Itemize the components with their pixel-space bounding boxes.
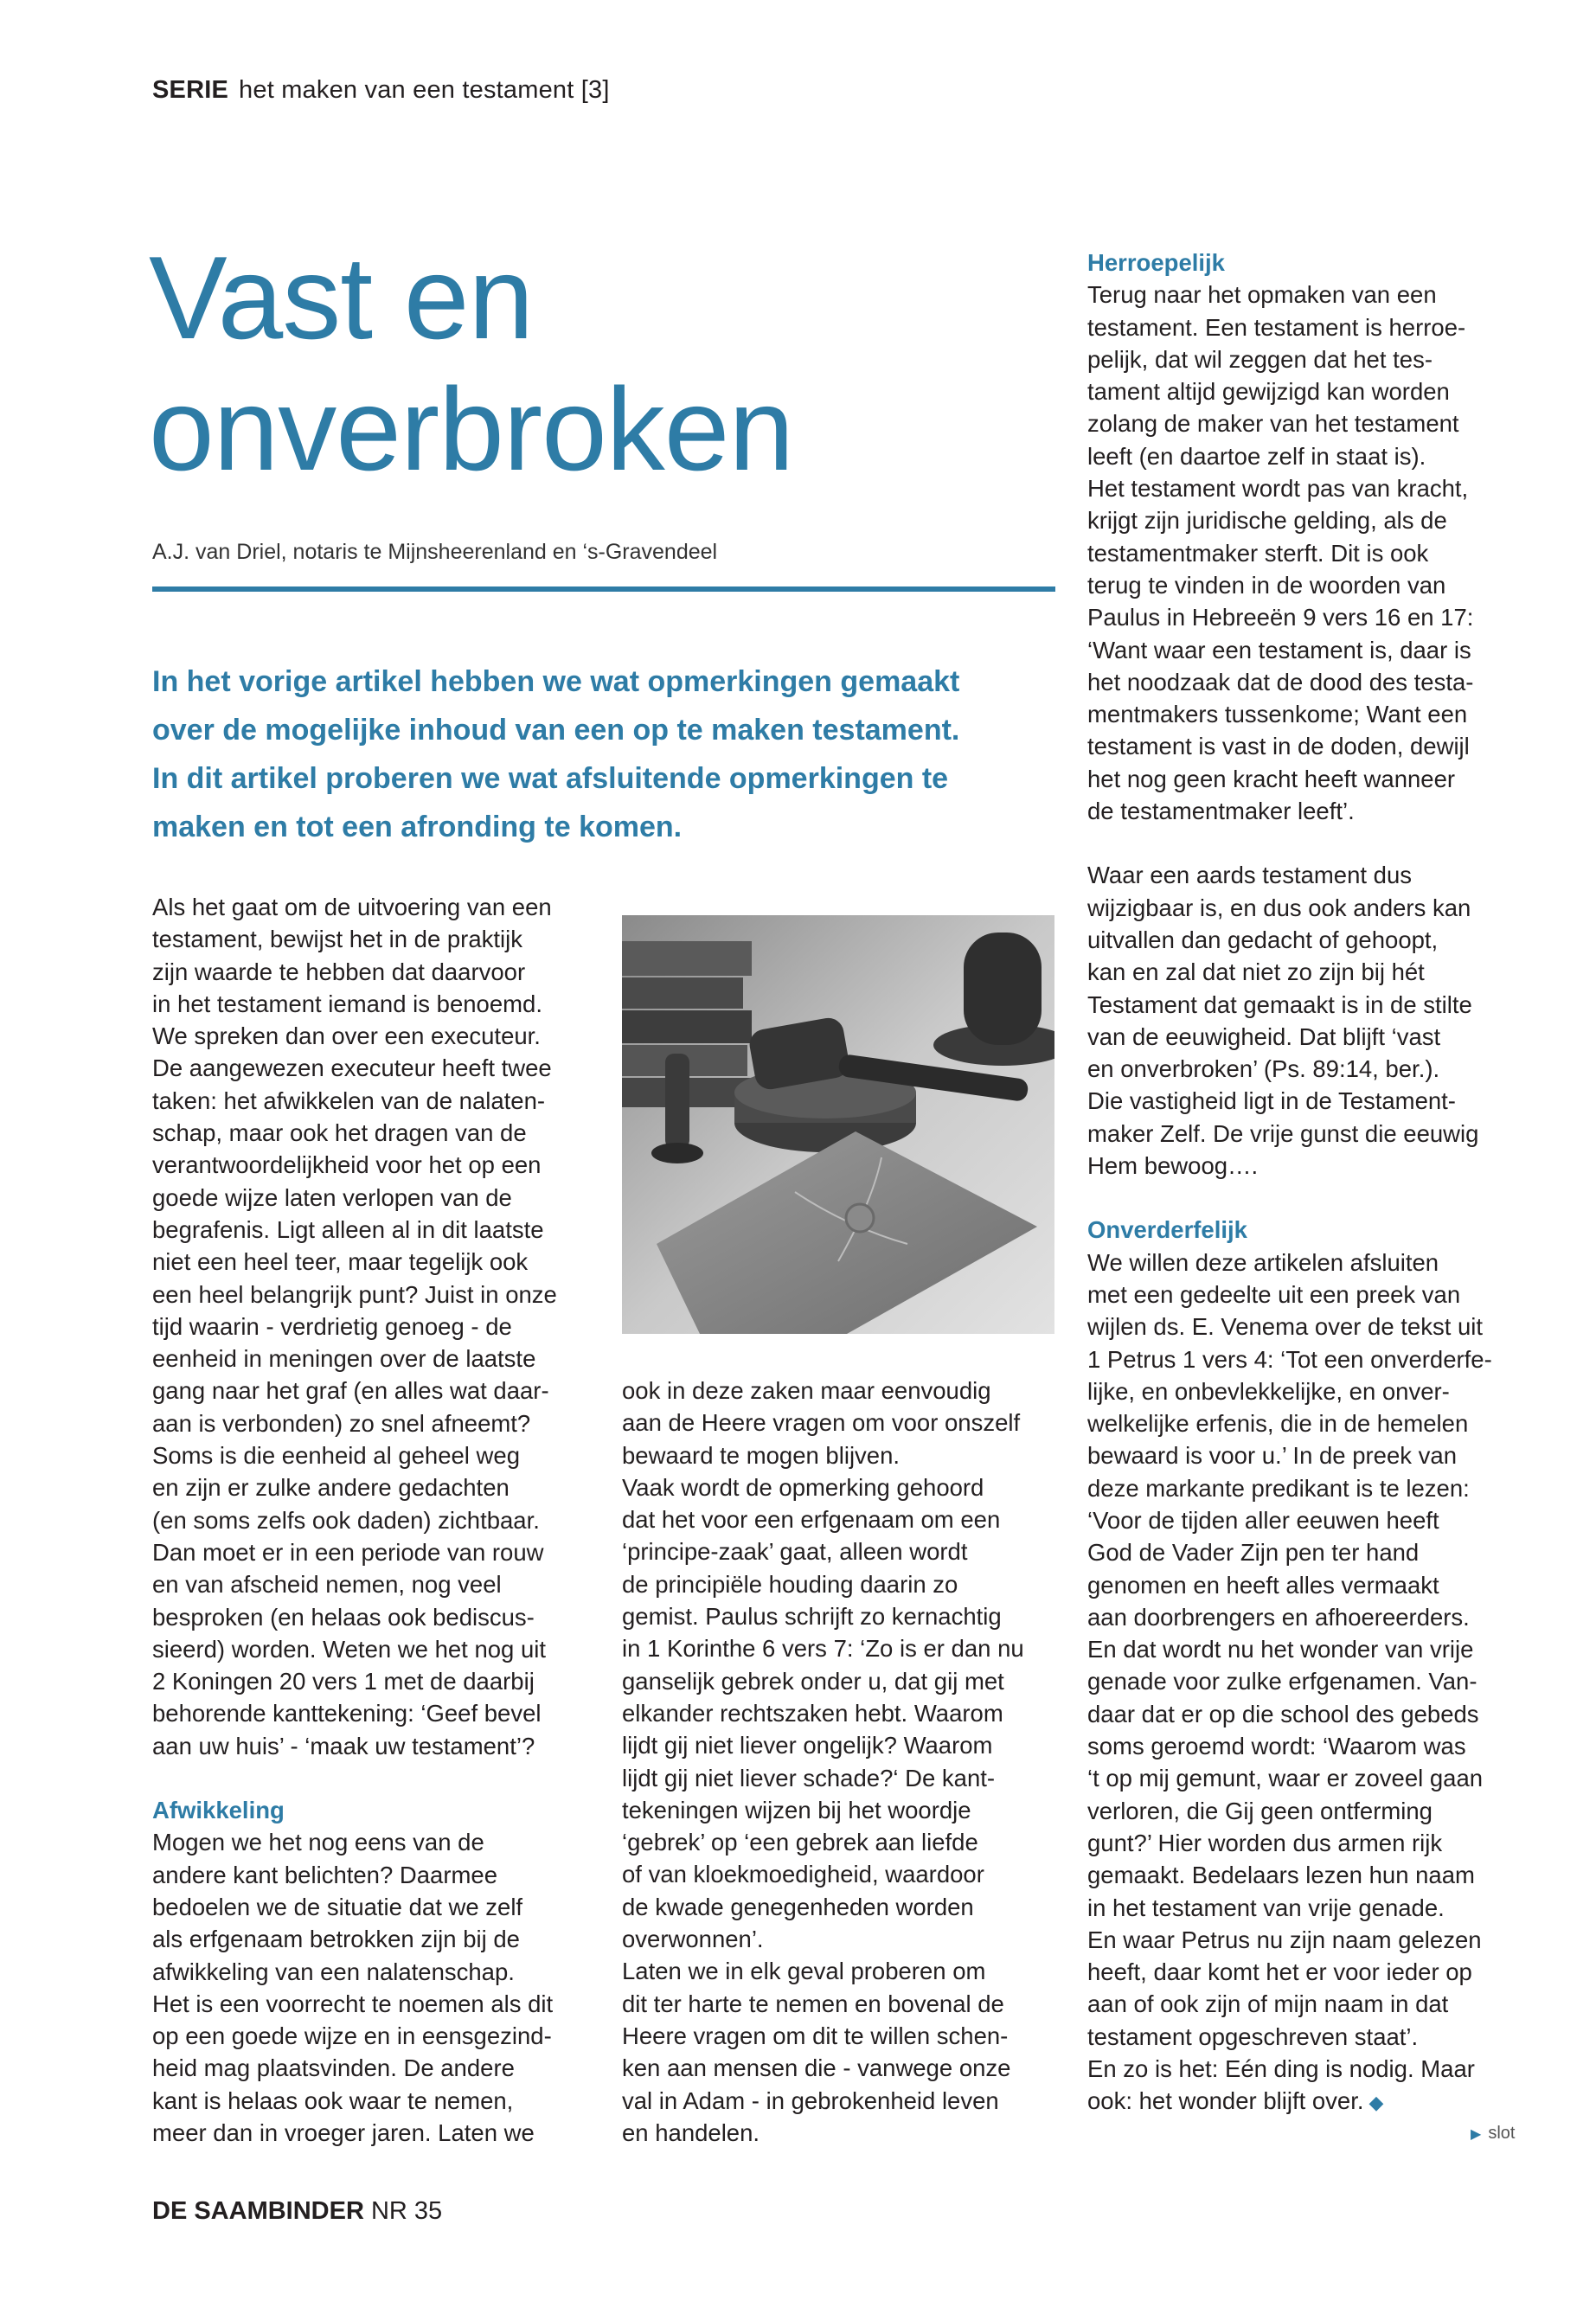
text-line: testament. Een testament is herroe- [1087, 313, 1466, 341]
text-line: in het testament iemand is benoemd. [152, 990, 542, 1017]
series-header [152, 76, 610, 105]
triangle-right-icon: ▶ [1471, 2127, 1482, 2142]
text-line: begrafenis. Ligt alleen al in dit laatste [152, 1215, 544, 1243]
text-line: Soms is die eenheid al geheel weg [152, 1442, 521, 1470]
text-line: We willen deze artikelen afsluiten [1087, 1248, 1439, 1276]
text-line: Als het gaat om de uitvoering van een [152, 894, 552, 920]
heading-onverderfelijk: Onverderfelijk [1087, 1216, 1247, 1244]
text-line: gunt?’ Hier worden dus armen rijk [1087, 1829, 1443, 1856]
text-line: en zijn er zulke andere gedachten [152, 1474, 510, 1502]
text-line: ‘principe-zaak’ gaat, alleen wordt [622, 1538, 968, 1566]
text-line: andere kant belichten? Daarmee [152, 1861, 498, 1888]
column-2 [622, 1375, 1072, 2149]
text-line: Het is een voorrecht te noemen als dit [152, 1990, 554, 2017]
text-line: heid mag plaatsvinden. De andere [152, 2054, 515, 2082]
text-line: kant is helaas ook waar te nemen, [152, 2086, 514, 2114]
issue-number: NR 35 [370, 2197, 443, 2225]
column-2-paragraph-1 [622, 1375, 1072, 2149]
text-line: de kwade genegenheden worden [622, 1893, 974, 1920]
gavel-image [622, 915, 1054, 1334]
article-title-line1: Vast en [149, 232, 534, 363]
text-line: ‘Voor de tijden aller eeuwen heeft [1087, 1506, 1439, 1534]
text-line: of van kloekmoedigheid, waardoor [622, 1861, 984, 1888]
article-title [149, 232, 793, 495]
text-line: dat het voor een erfgenaam om een [622, 1506, 1001, 1534]
column-3-paragraph-2 [1087, 859, 1554, 1182]
text-line: Mogen we het nog eens van de [152, 1829, 484, 1856]
footer [152, 2197, 442, 2226]
text-line: Testament dat gemaakt is in de stilte [1087, 990, 1472, 1018]
text-line: en van afscheid nemen, nog veel [152, 1571, 502, 1599]
divider-rule [152, 586, 1055, 592]
text-line: in het testament van vrije genade. [1087, 1894, 1445, 1921]
column-3-paragraph-3 [1087, 1247, 1554, 2119]
text-line: leeft (en daartoe zelf in staat is). [1087, 442, 1426, 470]
text-line: op een goede wijze en in eensgezind- [152, 2022, 552, 2050]
text-line: ook in deze zaken maar eenvoudig [622, 1377, 991, 1404]
text-line: bewaard te mogen blijven. [622, 1441, 901, 1469]
text-line: verantwoordelijkheid voor het op een [152, 1151, 542, 1179]
column-3 [1087, 247, 1554, 2119]
lead-line: In het vorige artikel hebben we wat opmerkingen gemaakt [152, 665, 960, 698]
text-line: met een gedeelte uit een preek van [1087, 1280, 1461, 1308]
text-line: ‘t op mij gemunt, waar er zoveel gaan [1087, 1765, 1484, 1792]
text-line: mentmakers tussenkome; Want een [1087, 701, 1468, 728]
text-line: ganselijk gebrek onder u, dat gij met [622, 1667, 1004, 1695]
text-line: Hem bewoog…. [1087, 1152, 1259, 1180]
text-line: aan uw huis’ - ‘maak uw testament’? [152, 1732, 535, 1759]
text-line: lijdt gij niet liever schade?‘ De kant- [622, 1764, 996, 1791]
text-line: Waar een aards testament dus [1087, 862, 1413, 889]
text-line: zolang de maker van het testament [1087, 410, 1459, 438]
text-line: tekeningen wijzen bij het woordje [622, 1796, 971, 1823]
text-line: lijdt gij niet liever ongelijk? Waarom [622, 1732, 993, 1759]
text-line: uitvallen dan gedacht of gehoopt, [1087, 926, 1439, 953]
text-line: lijke, en onbevlekkelijke, en onver- [1087, 1377, 1450, 1405]
text-line: ook: het wonder blijft over. [1087, 2087, 1364, 2115]
text-line: schap, maar ook het dragen van de [152, 1119, 527, 1147]
text-line: pelijk, dat wil zeggen dat het tes- [1087, 345, 1433, 373]
text-line: overwonnen’. [622, 1926, 764, 1953]
text-line: testament opgeschreven staat’. [1087, 2022, 1419, 2050]
text-line: en handelen. [622, 2118, 760, 2146]
lead-line: over de mogelijke inhoud van een op te maken testament. [152, 714, 960, 747]
heading-afwikkeling: Afwikkeling [152, 1797, 285, 1824]
text-line: En dat wordt nu het wonder van vrije [1087, 1636, 1474, 1663]
text-line: en onverbroken’ (Ps. 89:14, ber.). [1087, 1055, 1440, 1083]
text-line: We spreken dan over een executeur. [152, 1022, 541, 1050]
text-line: ‘Want waar een testament is, daar is [1087, 636, 1471, 663]
text-line: God de Vader Zijn pen ter hand [1087, 1539, 1420, 1567]
text-line: bedoelen we de situatie dat we zelf [152, 1893, 523, 1920]
text-line: testament is vast in de doden, dewijl [1087, 733, 1470, 760]
text-line: genade voor zulke erfgenamen. Van- [1087, 1668, 1477, 1695]
slot-marker [1471, 2124, 1515, 2144]
text-line: bewaard is voor u.’ In de preek van [1087, 1442, 1458, 1470]
text-line: genomen en heeft alles vermaakt [1087, 1571, 1439, 1599]
text-line: goede wijze laten verlopen van de [152, 1183, 512, 1211]
text-line: kan en zal dat niet zo zijn bij hét [1087, 958, 1425, 986]
text-line: gemaakt. Bedelaars lezen hun naam [1087, 1862, 1475, 1889]
text-line: als erfgenaam betrokken zijn bij de [152, 1926, 520, 1953]
gavel-photo [622, 915, 1054, 1334]
text-line: En zo is het: Eén ding is nodig. Maar [1087, 2055, 1475, 2083]
text-line: tament altijd gewijzigd kan worden [1087, 378, 1450, 406]
text-line: in 1 Korinthe 6 vers 7: ‘Zo is er dan nu [622, 1635, 1024, 1663]
byline: A.J. van Driel, notaris te Mijnsheerenland en ‘s-Gravendeel [152, 540, 718, 564]
text-line: elkander rechtszaken hebt. Waarom [622, 1699, 1003, 1727]
text-line: ken aan mensen die - vanwege onze [622, 2054, 1011, 2082]
text-line: welkelijke erfenis, die in de hemelen [1087, 1410, 1469, 1438]
text-line: daar dat er op die school des gebeds [1087, 1700, 1479, 1727]
column-3-paragraph-1 [1087, 279, 1554, 827]
text-line: sieerd) worden. Weten we het nog uit [152, 1635, 547, 1663]
text-line: (en soms zelfs ook daden) zichtbaar. [152, 1506, 540, 1534]
text-line: niet een heel teer, maar tegelijk ook [152, 1248, 529, 1276]
text-line: testamentmaker sterft. Dit is ook [1087, 539, 1429, 567]
text-line: het nog geen kracht heeft wanneer [1087, 765, 1456, 792]
text-line: Dan moet er in een periode van rouw [152, 1538, 544, 1566]
text-line: verloren, die Gij geen ontferming [1087, 1797, 1433, 1824]
text-line: En waar Petrus nu zijn naam gelezen [1087, 1926, 1482, 1953]
text-line: Het testament wordt pas van kracht, [1087, 475, 1469, 503]
slot-label: slot [1488, 2124, 1516, 2143]
text-line: Heere vragen om dit te willen schen- [622, 2022, 1009, 2049]
text-line: gemist. Paulus schrijft zo kernachtig [622, 1603, 1002, 1631]
column-1 [152, 891, 602, 2149]
text-line: Laten we in elk geval proberen om [622, 1958, 986, 1985]
text-line: meer dan in vroeger jaren. Laten we [152, 2118, 535, 2146]
text-line: tijd waarin - verdrietig genoeg - de [152, 1312, 512, 1340]
text-line: soms geroemd wordt: ‘Waarom was [1087, 1733, 1466, 1760]
text-line: testament, bewijst het in de praktijk [152, 926, 522, 953]
text-line: taken: het afwikkelen van de nalaten- [152, 1086, 546, 1114]
text-line: 1 Petrus 1 vers 4: ‘Tot een onverderfe- [1087, 1345, 1492, 1373]
text-line: eenheid in meningen over de laatste [152, 1345, 536, 1373]
lead-paragraph [152, 657, 1061, 851]
text-line: 2 Koningen 20 vers 1 met de daarbij [152, 1668, 535, 1695]
text-line: besproken (en helaas ook bediscus- [152, 1603, 535, 1631]
series-title: het maken van een testament [3] [239, 76, 610, 104]
text-line: Vaak wordt de opmerking gehoord [622, 1473, 984, 1501]
text-line: de testamentmaker leeft’. [1087, 798, 1355, 825]
heading-herroepelijk: Herroepelijk [1087, 249, 1225, 276]
text-line: heeft, daar komt het er voor ieder op [1087, 1958, 1472, 1986]
text-line: van de eeuwigheid. Dat blijft ‘vast [1087, 1022, 1441, 1050]
text-line: Paulus in Hebreeën 9 vers 16 en 17: [1087, 604, 1474, 631]
text-line: dit ter harte te nemen en bovenal de [622, 1990, 1004, 2017]
magazine-name: DE SAAMBINDER [152, 2197, 364, 2225]
text-line: krijgt zijn juridische gelding, als de [1087, 507, 1447, 535]
text-line: ‘gebrek’ op ‘een gebrek aan liefde [622, 1829, 978, 1856]
text-line: deze markante predikant is te lezen: [1087, 1474, 1470, 1502]
text-line: De aangewezen executeur heeft twee [152, 1054, 552, 1082]
series-label: SERIE [152, 76, 229, 104]
lead-line: maken en tot een afronding te komen. [152, 811, 683, 843]
text-line: een heel belangrijk punt? Juist in onze [152, 1280, 557, 1308]
text-line: Die vastigheid ligt in de Testament- [1087, 1087, 1456, 1115]
column-1-paragraph-2 [152, 1826, 602, 2149]
text-line: aan de Heere vragen om voor onszelf [622, 1409, 1021, 1437]
article-title-line2: onverbroken [149, 363, 794, 495]
text-line: het noodzaak dat de dood des testa- [1087, 668, 1474, 695]
text-line: de principiële houding daarin zo [622, 1570, 958, 1598]
end-diamond-icon: ◆ [1368, 2092, 1384, 2114]
text-line: wijzigbaar is, en dus ook anders kan [1087, 894, 1471, 921]
lead-line: In dit artikel proberen we wat afsluitende opmerkingen te [152, 762, 949, 795]
text-line: maker Zelf. De vrije gunst die eeuwig [1087, 1119, 1479, 1147]
text-line: aan doorbrengers en afhoereerders. [1087, 1603, 1470, 1631]
text-line: terug te vinden in de woorden van [1087, 571, 1446, 599]
text-line: aan is verbonden) zo snel afneemt? [152, 1409, 531, 1437]
text-line: aan of ook zijn of mijn naam in dat [1087, 1990, 1449, 2018]
text-line: val in Adam - in gebrokenheid leven [622, 2086, 999, 2114]
text-line: behorende kanttekening: ‘Geef bevel [152, 1700, 542, 1727]
text-line: Terug naar het opmaken van een [1087, 281, 1437, 309]
column-1-paragraph-1 [152, 891, 602, 1762]
text-line: wijlen ds. E. Venema over de tekst uit [1087, 1313, 1484, 1341]
text-line: gang naar het graf (en alles wat daar- [152, 1377, 549, 1405]
text-line: zijn waarde te hebben dat daarvoor [152, 958, 526, 985]
text-line: afwikkeling van een nalatenschap. [152, 1958, 515, 1985]
